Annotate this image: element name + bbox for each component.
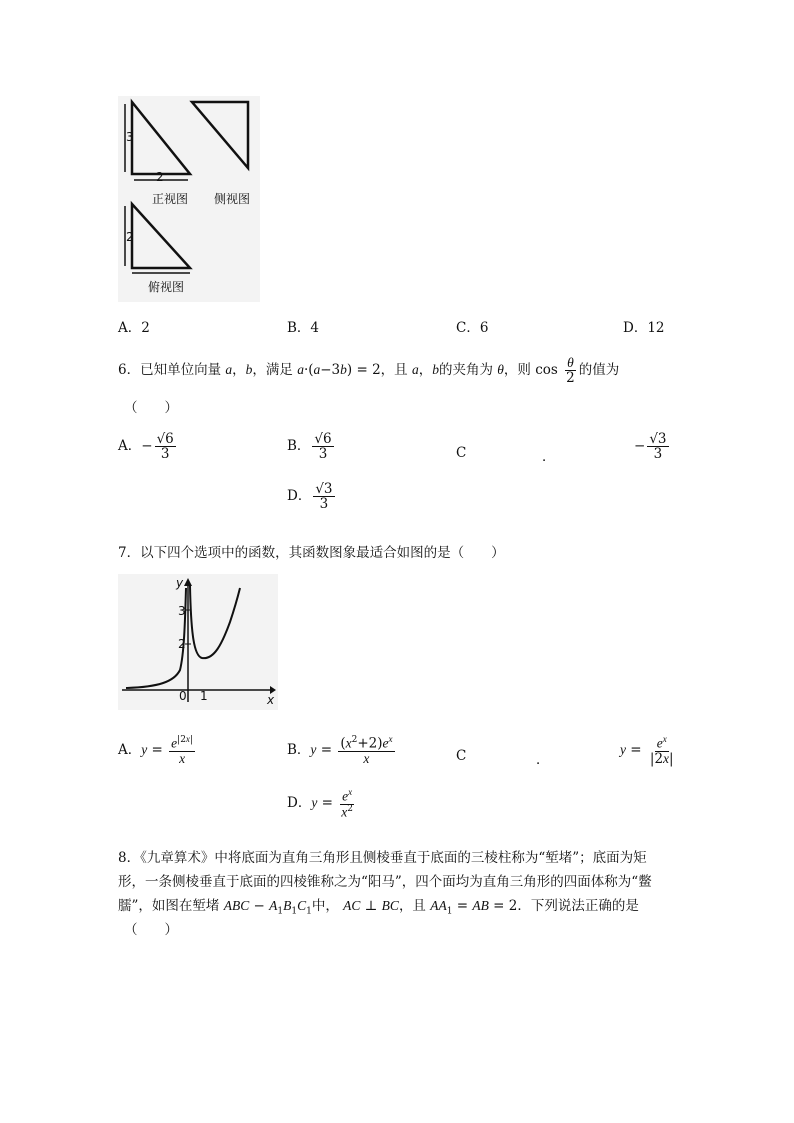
front-view-label: 正视图 <box>152 192 189 206</box>
q6-option-b: B． $\frac{√6}{3}$ <box>287 431 332 463</box>
q7-option-c-dot: ． <box>536 752 550 768</box>
side-view-triangle <box>192 102 248 168</box>
q5-option-d: D．12 <box>623 320 665 336</box>
q7-option-a: A．y = $\frac{e^{|2x|}}{x}$ <box>118 734 193 766</box>
right-branch-curve <box>190 586 240 658</box>
dim-label-2-top: 2 <box>126 230 134 244</box>
y-axis-arrow <box>184 578 192 586</box>
q8-line-2: 形，一条侧棱垂直于底面的四棱锥称之为“阳马”，四个面均为直角三角形的四面体称为“鳖 <box>118 874 652 890</box>
graph-origin: 0 <box>179 689 187 703</box>
q6-paren: （ ） <box>124 400 178 416</box>
q7-option-c-label: C <box>456 748 467 764</box>
graph-tick-3: 3 <box>178 604 186 618</box>
graph-x-label: x <box>267 693 275 707</box>
q6-stem: 6．已知单位向量 a，b，满足 a·(a−3b) = 2，且 a，b的夹角为 θ，则 cos $\frac{\theta}{2}$ 的值为 <box>118 355 620 387</box>
q8-line-1: 8．《九章算术》中将底面为直角三角形且侧棱垂直于底面的三棱柱称为“堑堵”；底面为矩 <box>118 850 647 866</box>
dim-label-2-front: 2 <box>156 170 164 184</box>
front-view-triangle <box>132 102 190 174</box>
graph-y-label: y <box>176 576 184 590</box>
q7-option-b: B．y = $\frac{(x^2+2)e^x}{x}$ <box>287 734 393 766</box>
q7-stem: 7．以下四个选项中的函数，其函数图象最适合如图的是（ ） <box>118 545 505 561</box>
function-graph-figure <box>118 574 278 710</box>
top-view-label: 俯视图 <box>148 280 185 294</box>
q6-option-c-dot: ． <box>542 449 556 465</box>
q8-paren: （ ） <box>124 922 178 938</box>
graph-tick-2: 2 <box>178 637 186 651</box>
q8-line-3: 臑”，如图在堑堵 ABC − $A_1B_1C_1$中， AC ⊥ BC，且 $AA_1$ = AB = 2．下列说法正确的是 <box>118 898 639 917</box>
q6-option-d: D． $\frac{√3}{3}$ <box>287 481 333 513</box>
q5-option-a: A．2 <box>118 320 150 336</box>
q6-option-c-value: − $\frac{√3}{3}$ <box>634 431 667 463</box>
function-graph <box>118 574 278 710</box>
graph-tick-1: 1 <box>200 689 208 703</box>
dim-label-3: 3 <box>126 130 134 144</box>
q5-option-b: B．4 <box>287 320 320 336</box>
top-view-triangle <box>132 204 190 268</box>
side-view-label: 侧视图 <box>214 192 251 206</box>
q6-option-a: A．− $\frac{√6}{3}$ <box>118 431 174 463</box>
left-branch-curve <box>126 588 186 688</box>
q5-option-c: C．6 <box>456 320 489 336</box>
q7-option-d: D．y = $\frac{e^x}{x^2}$ <box>287 787 353 820</box>
three-view-figure <box>118 96 260 302</box>
q6-option-c-label: C <box>456 445 467 461</box>
q7-option-c-value: y = $\frac{e^x}{|2x|}$ <box>620 734 674 767</box>
